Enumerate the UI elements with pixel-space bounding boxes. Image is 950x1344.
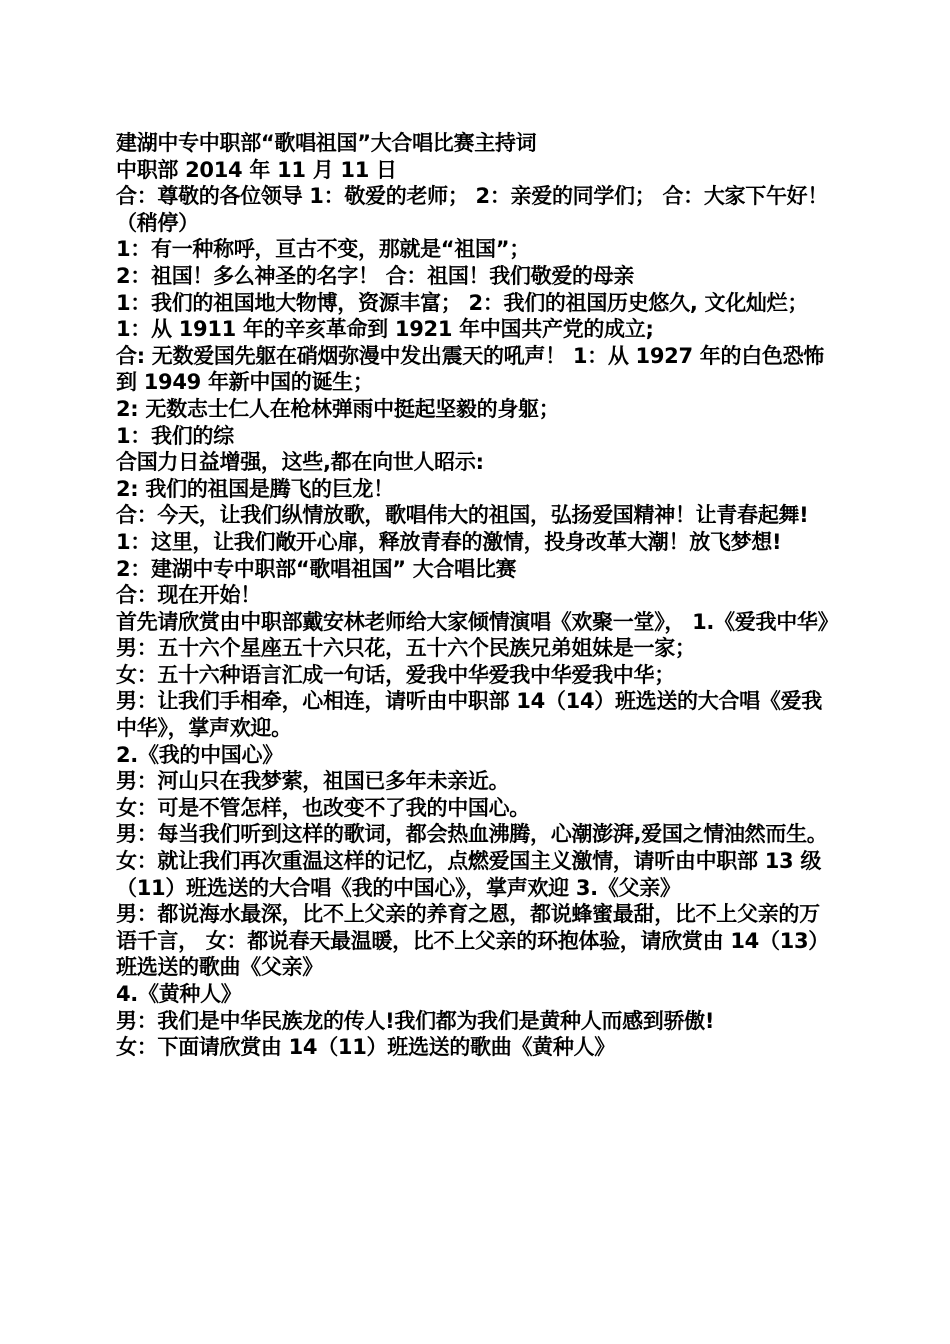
script-line: 女：可是不管怎样，也改变不了我的中国心。 bbox=[116, 795, 530, 820]
document-page bbox=[116, 130, 839, 1061]
script-line: 女：五十六种语言汇成一句话，爱我中华爱我中华爱我中华； bbox=[116, 662, 675, 687]
song-heading: 4.《黄种人》 bbox=[116, 982, 242, 1006]
script-line: 合：今天，让我们纵情放歌，歌唱伟大的祖国，弘扬爱国精神！让青春起舞! bbox=[116, 503, 809, 528]
document-title: 建湖中专中职部“歌唱祖国”大合唱比赛主持词 bbox=[116, 131, 537, 155]
script-line: 合国力日益增强，这些,都在向世人昭示: bbox=[116, 450, 484, 475]
script-line: 合: 无数爱国先躯在硝烟弥漫中发出震天的吼声！ 1：从 1927 年的白色恐怖到 1949 年新中国的诞生； bbox=[116, 343, 824, 395]
script-line: 2: 我们的祖国是腾飞的巨龙！ bbox=[116, 476, 394, 501]
script-line: 2: 无数志士仁人在枪林弹雨中挺起坚毅的身躯； bbox=[116, 396, 560, 421]
script-line: 合：尊敬的各位领导 1：敬爱的老师； 2：亲爱的同学们； 合：大家下午好！（稍停） bbox=[116, 184, 829, 235]
song-heading: 2.《我的中国心》 bbox=[116, 742, 283, 767]
script-line: 男：让我们手相牵，心相连，请听由中职部 14（14）班选送的大合唱《爱我中华》，掌声欢迎。 bbox=[116, 689, 822, 741]
script-line: 男：河山只在我梦萦，祖国已多年未亲近。 bbox=[116, 769, 510, 794]
script-line: 2：建湖中专中职部“歌唱祖国” 大合唱比赛 bbox=[116, 556, 517, 581]
script-line: 1：我们的祖国地大物博，资源丰富； 2：我们的祖国历史悠久, 文化灿烂； 1：从 1911 年的辛亥革命到 1921 年中国共产党的成立; bbox=[116, 290, 809, 342]
script-line: 2：祖国！多么神圣的名字！ 合：祖国！我们敬爱的母亲 bbox=[116, 263, 635, 288]
script-line: 男：我们是中华民族龙的传人!我们都为我们是黄种人而感到骄傲! bbox=[116, 1008, 715, 1033]
script-line: 1：这里，让我们敞开心扉，释放青春的激情，投身改革大潮！放飞梦想! bbox=[116, 529, 782, 554]
script-line: 首先请欣赏由中职部戴安林老师给大家倾情演唱《欢聚一堂》， 1.《爱我中华》 bbox=[116, 609, 839, 634]
document-date-line: 中职部 2014 年 11 月 11 日 bbox=[116, 157, 397, 182]
script-line: 女：下面请欣赏由 14（11）班选送的歌曲《黄种人》 bbox=[116, 1035, 615, 1060]
script-line: 1：我们的综 bbox=[116, 423, 234, 448]
script-line: 1：有一种称呼，亘古不变，那就是“祖国”； bbox=[116, 237, 530, 262]
script-line: 男：五十六个星座五十六只花，五十六个民族兄弟姐妹是一家； bbox=[116, 636, 696, 661]
script-line: 合：现在开始！ bbox=[116, 583, 261, 608]
script-line: 男：每当我们听到这样的歌词，都会热血沸腾，心潮澎湃,爱国之情油然而生。 女：就让我们再次重温这样的记忆，点燃爱国主义激情，请听由中职部 13 级（11）班选送的大合唱《我的中国心》，掌声欢迎 3.《父亲》 bbox=[116, 822, 828, 900]
script-line: 男：都说海水最深，比不上父亲的养育之恩，都说蜂蜜最甜，比不上父亲的万语千言， 女：都说春天最温暖，比不上父亲的环抱体验，请欣赏由 14（13）班选送的歌曲《父亲》 bbox=[116, 902, 829, 980]
